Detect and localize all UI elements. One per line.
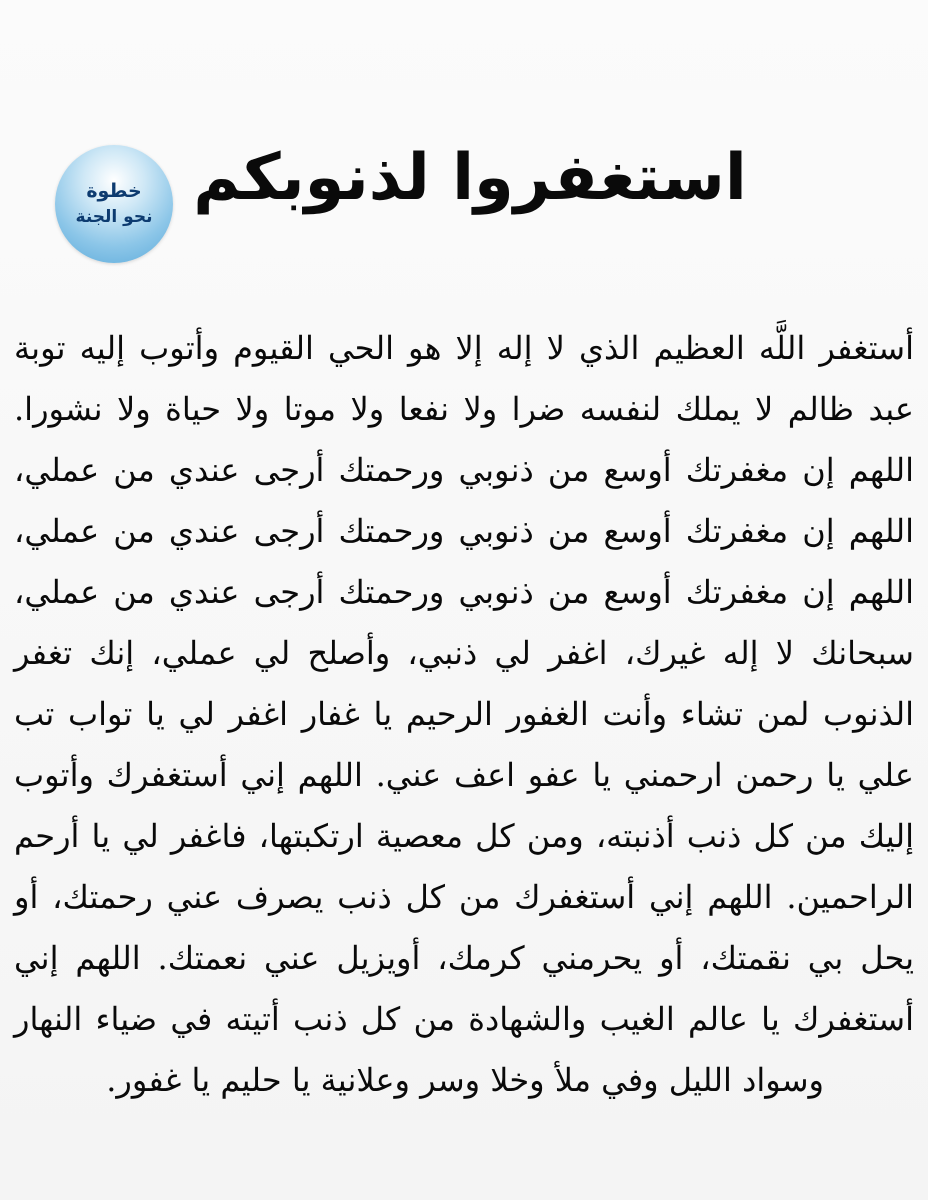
brand-logo-badge [55, 145, 173, 263]
text-line: إليك من كل ذنب أذنبته، ومن كل معصية ارتكبتها، فاغفر لي يا أرحم [14, 817, 914, 855]
badge-line-1: خطوة [86, 180, 142, 202]
text-line: الراحمين. اللهم إني أستغفرك من كل ذنب يصرف عني رحمتك، أو [14, 878, 915, 916]
text-line: اللهم إن مغفرتك أوسع من ذنوبي ورحمتك أرجى عندي من عملي، [14, 573, 915, 611]
badge-line-2: نحو الجنة [75, 207, 153, 227]
text-line: أستغفر اللَّه العظيم الذي لا إله إلا هو الحي القيوم وأتوب إليه توبة [14, 329, 914, 367]
text-line: الذنوب لمن تشاء وأنت الغفور الرحيم يا غفار اغفر لي يا تواب تب [14, 695, 914, 733]
prayer-text [14, 318, 914, 1111]
text-line: سبحانك لا إله غيرك، اغفر لي ذنبي، وأصلح لي عملي، إنك تغفر [14, 634, 914, 672]
text-line: اللهم إن مغفرتك أوسع من ذنوبي ورحمتك أرجى عندي من عملي، [14, 512, 915, 550]
text-line: أستغفرك يا عالم الغيب والشهادة من كل ذنب أتيته في ضياء النهار [14, 1000, 914, 1038]
text-line: علي يا رحمن ارحمني يا عفو اعف عني. اللهم إني أستغفرك وأتوب [14, 756, 914, 794]
text-line: اللهم إن مغفرتك أوسع من ذنوبي ورحمتك أرجى عندي من عملي، [14, 451, 915, 489]
text-line: يحل بي نقمتك، أو يحرمني كرمك، أويزيل عني نعمتك. اللهم إني [14, 939, 914, 977]
text-line: وسواد الليل وفي ملأ وخلا وسر وعلانية يا حليم يا غفور. [106, 1061, 824, 1099]
text-line: عبد ظالم لا يملك لنفسه ضرا ولا نفعا ولا موتا ولا حياة ولا نشورا. [14, 390, 914, 428]
page-title: استغفروا لذنوبكم [193, 141, 747, 215]
